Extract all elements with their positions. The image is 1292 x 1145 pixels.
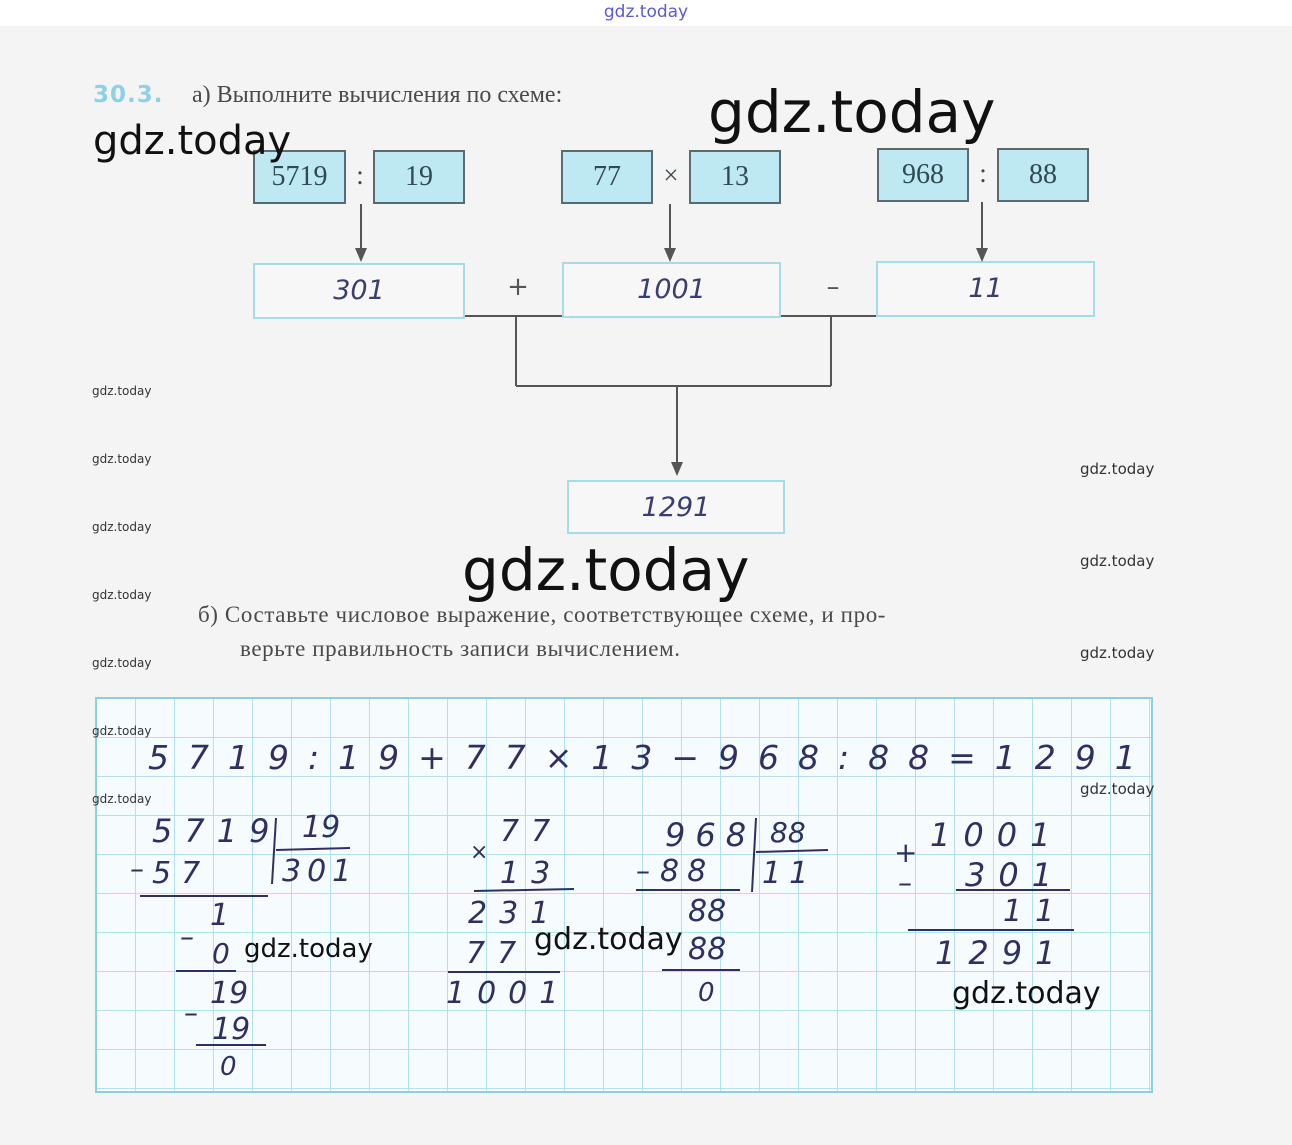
div1-minus2: – [180,920,194,953]
task-number: 30.3. [93,82,164,108]
watermark: gdz.today [1080,552,1155,570]
div1-sub3: 19 [212,1012,251,1047]
div2-rem1: 88 [688,894,727,929]
result-box-2: 1001 [562,262,781,318]
sub-c: 11 [1003,894,1068,929]
div2-dividend: 968 [665,816,757,854]
add-plus: + [894,836,918,869]
task-part-a: а) Выполните вычисления по схеме: [192,82,563,108]
watermark: gdz.today [92,724,152,738]
div1-minus3: – [184,996,198,1029]
div2-quotient: 11 [762,856,817,891]
div1-divisor: 19 [302,810,341,845]
watermark: gdz.today [708,78,996,146]
operand-19: 19 [373,150,465,204]
operand-77: 77 [561,150,653,204]
watermark: gdz.today [92,520,152,534]
operand-968: 968 [877,148,969,202]
handwritten-expression: 5719:19+77×13−968:88=1291 [148,738,1155,777]
div2-divisor: 88 [770,816,806,849]
add-a: 1001 [930,816,1064,854]
watermark: gdz.today [1080,460,1155,478]
site-watermark-top: gdz.today [603,2,689,22]
div1-sub1: 57 [152,856,211,891]
mul-product: 1001 [446,976,571,1011]
result-box-1: 301 [253,263,465,319]
add-b: 301 [965,856,1066,894]
addsub-result: 1291 [935,934,1069,972]
op-divide-1: : [356,160,364,190]
div2-sub2: 88 [688,932,727,967]
div1-rem2: 19 [210,976,249,1011]
watermark: gdz.today [244,934,373,964]
mul-sign: × [470,840,489,865]
mul-p1: 231 [468,896,562,931]
mul-a: 77 [500,814,563,849]
mul-p2: 77 [466,936,529,971]
task-part-b-line2: верьте правильность записи вычислением. [240,636,681,661]
div1-rem1: 1 [210,898,230,933]
div1-minus: – [130,852,144,885]
watermark: gdz.today [92,656,152,670]
watermark: gdz.today [1080,644,1155,662]
operand-88: 88 [997,148,1089,202]
op-plus: + [507,272,529,302]
div1-quotient: 301 [282,854,358,889]
watermark: gdz.today [952,976,1101,1011]
result-box-3: 11 [876,261,1095,317]
div1-sub2: 0 [212,937,230,970]
task-part-b-line1: б) Составьте числовое выражение, соответствующее схеме, и про- [198,602,887,627]
watermark: gdz.today [534,922,683,957]
div2-minus: – [636,854,650,887]
watermark: gdz.today [92,588,152,602]
div1-final: 0 [220,1052,237,1082]
op-minus: – [826,272,840,302]
sub-minus: – [898,866,912,899]
final-result-box: 1291 [567,480,785,534]
watermark: gdz.today [92,384,152,398]
div2-sub1: 88 [660,854,715,889]
operand-13: 13 [689,150,781,204]
watermark: gdz.today [462,536,750,604]
watermark: gdz.today [92,792,152,806]
watermark: gdz.today [1080,780,1155,798]
op-multiply: × [663,160,679,190]
div2-final: 0 [698,978,715,1008]
mul-b: 13 [500,856,563,891]
operand-5719: 5719 [253,150,346,204]
watermark: gdz.today [92,452,152,466]
watermark: gdz.today [93,118,292,164]
op-divide-2: : [979,158,987,188]
div1-dividend: 5719 [152,812,282,850]
